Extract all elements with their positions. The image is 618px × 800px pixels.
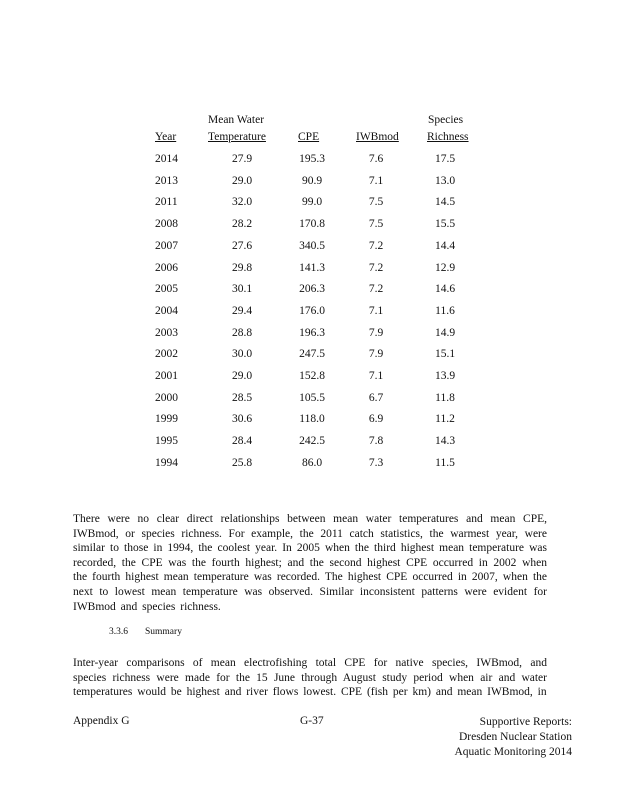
cell-temperature: 29.4 [231, 304, 253, 317]
cell-temperature: 28.8 [231, 326, 253, 339]
cell-cpe: 141.3 [299, 261, 325, 274]
table-row [150, 457, 480, 471]
cell-temperature: 29.0 [231, 174, 253, 187]
cell-cpe: 176.0 [299, 304, 325, 317]
cell-year: 2004 [155, 304, 178, 317]
table-row [150, 262, 480, 276]
footer-line: Supportive Reports: [479, 716, 572, 728]
cell-cpe: 206.3 [299, 283, 325, 296]
table-row [150, 283, 480, 297]
cell-cpe: 170.8 [299, 218, 325, 231]
cell-year: 2011 [155, 196, 178, 209]
cell-cpe: 118.0 [299, 413, 325, 426]
cell-iwbmod: 7.1 [368, 304, 384, 317]
cell-richness: 14.9 [434, 326, 456, 339]
cell-temperature: 30.6 [231, 413, 253, 426]
cell-cpe: 90.9 [301, 174, 323, 187]
header-richness-top: Species [428, 114, 464, 126]
cell-iwbmod: 7.2 [368, 239, 384, 252]
paragraph-relationships: There were no clear direct relationships between mean water temperatures and mean CPE, IWBmod, or species richness. For example, the 2011 catch statistics, the warmest year, were similar to those in 1994, the coolest year. In 2005 when the third highest mean temperature was recorded, the CPE was the fourth highest; and the second highest CPE occurred in 2002 when the fourth highest mean temperature was recorded. The highest CPE occurred in 2007, when the next to lowest mean temperature was observed. Similar inconsistent patterns were evident for IWBmod and species richness. [73, 513, 547, 613]
footer-report-title [454, 715, 572, 760]
section-heading [109, 627, 182, 637]
cell-temperature: 32.0 [231, 196, 253, 209]
table-row [150, 240, 480, 254]
cell-richness: 11.5 [435, 456, 455, 469]
cell-richness: 17.5 [434, 153, 456, 165]
cell-temperature: 29.0 [231, 370, 253, 382]
table-row [150, 305, 480, 319]
cell-richness: 14.4 [434, 239, 456, 252]
section-number: 3.3.6 [109, 627, 128, 637]
table-row [150, 392, 480, 406]
cell-cpe: 340.5 [299, 239, 325, 252]
cell-temperature: 30.0 [231, 348, 253, 361]
cell-year: 2007 [155, 239, 178, 252]
cell-temperature: 28.4 [231, 435, 253, 448]
cell-year: 1995 [155, 435, 178, 448]
cell-temperature: 28.5 [231, 391, 253, 404]
table-row [150, 218, 480, 232]
cell-iwbmod: 7.3 [368, 456, 384, 469]
header-richness: Richness [427, 131, 469, 143]
cell-iwbmod: 7.1 [368, 370, 384, 382]
header-cpe: CPE [298, 131, 320, 143]
cell-year: 1994 [155, 456, 178, 469]
cell-richness: 11.8 [435, 391, 455, 404]
cell-richness: 11.6 [435, 304, 455, 317]
cell-cpe: 99.0 [301, 196, 323, 209]
cell-year: 2000 [155, 391, 178, 404]
cell-temperature: 29.8 [231, 261, 253, 274]
cell-year: 2001 [155, 370, 178, 382]
cell-cpe: 105.5 [299, 391, 325, 404]
cell-cpe: 152.8 [299, 370, 325, 382]
cell-iwbmod: 7.8 [368, 435, 384, 448]
cell-cpe: 86.0 [301, 456, 323, 469]
cell-iwbmod: 7.1 [368, 174, 384, 187]
cell-temperature: 30.1 [231, 283, 253, 296]
cell-iwbmod: 7.5 [368, 196, 384, 209]
cell-year: 2006 [155, 261, 178, 274]
cell-iwbmod: 6.9 [368, 413, 384, 426]
cell-year: 2013 [155, 174, 178, 187]
footer-line: Aquatic Monitoring 2014 [454, 746, 572, 758]
footer-line: Dresden Nuclear Station [458, 731, 572, 743]
cell-year: 2008 [155, 218, 178, 231]
table-row [150, 348, 480, 362]
cell-iwbmod: 7.9 [368, 326, 384, 339]
cell-richness: 15.5 [434, 218, 456, 231]
table-row [150, 327, 480, 341]
table-row [150, 196, 480, 210]
footer-appendix: Appendix G [73, 715, 130, 727]
cell-richness: 15.1 [434, 348, 456, 361]
paragraph-summary: Inter-year comparisons of mean electrofishing total CPE for native species, IWBmod, and species richness were made for the 15 June through August study period when air and water temperatures would be highest and river flows lowest. CPE (fish per km) and mean IWBmod, in [73, 657, 547, 699]
cell-richness: 14.3 [434, 435, 456, 448]
cell-iwbmod: 7.2 [368, 283, 384, 296]
cell-richness: 14.5 [434, 196, 456, 209]
table-row [150, 413, 480, 427]
cell-year: 2002 [155, 348, 178, 361]
cell-richness: 14.6 [434, 283, 456, 296]
cell-temperature: 27.6 [231, 239, 253, 252]
cell-cpe: 242.5 [299, 435, 325, 448]
header-year: Year [155, 131, 177, 143]
cell-richness: 12.9 [434, 261, 456, 274]
cell-temperature: 27.9 [231, 153, 253, 165]
footer-page-number: G-37 [300, 715, 324, 727]
cell-iwbmod: 7.5 [368, 218, 384, 231]
cell-year: 2014 [155, 153, 178, 165]
header-temperature: Temperature [208, 131, 266, 143]
cell-year: 2003 [155, 326, 178, 339]
cell-richness: 13.9 [434, 370, 456, 382]
header-temperature-top: Mean Water [208, 114, 265, 126]
cell-iwbmod: 7.9 [368, 348, 384, 361]
cell-richness: 13.0 [434, 174, 456, 187]
cell-cpe: 196.3 [299, 326, 325, 339]
table-row [150, 435, 480, 449]
table-row [150, 175, 480, 189]
header-iwbmod: IWBmod [356, 131, 399, 143]
cell-richness: 11.2 [435, 413, 455, 426]
cell-cpe: 195.3 [299, 153, 325, 165]
cell-iwbmod: 6.7 [368, 391, 384, 404]
table-row [150, 153, 480, 167]
cell-year: 2005 [155, 283, 178, 296]
cell-temperature: 28.2 [231, 218, 253, 231]
section-title: Summary [145, 627, 182, 637]
cell-year: 1999 [155, 413, 178, 426]
cell-cpe: 247.5 [299, 348, 325, 361]
cell-iwbmod: 7.6 [368, 153, 384, 165]
cell-iwbmod: 7.2 [368, 261, 384, 274]
table-row [150, 370, 480, 384]
cell-temperature: 25.8 [231, 456, 253, 469]
